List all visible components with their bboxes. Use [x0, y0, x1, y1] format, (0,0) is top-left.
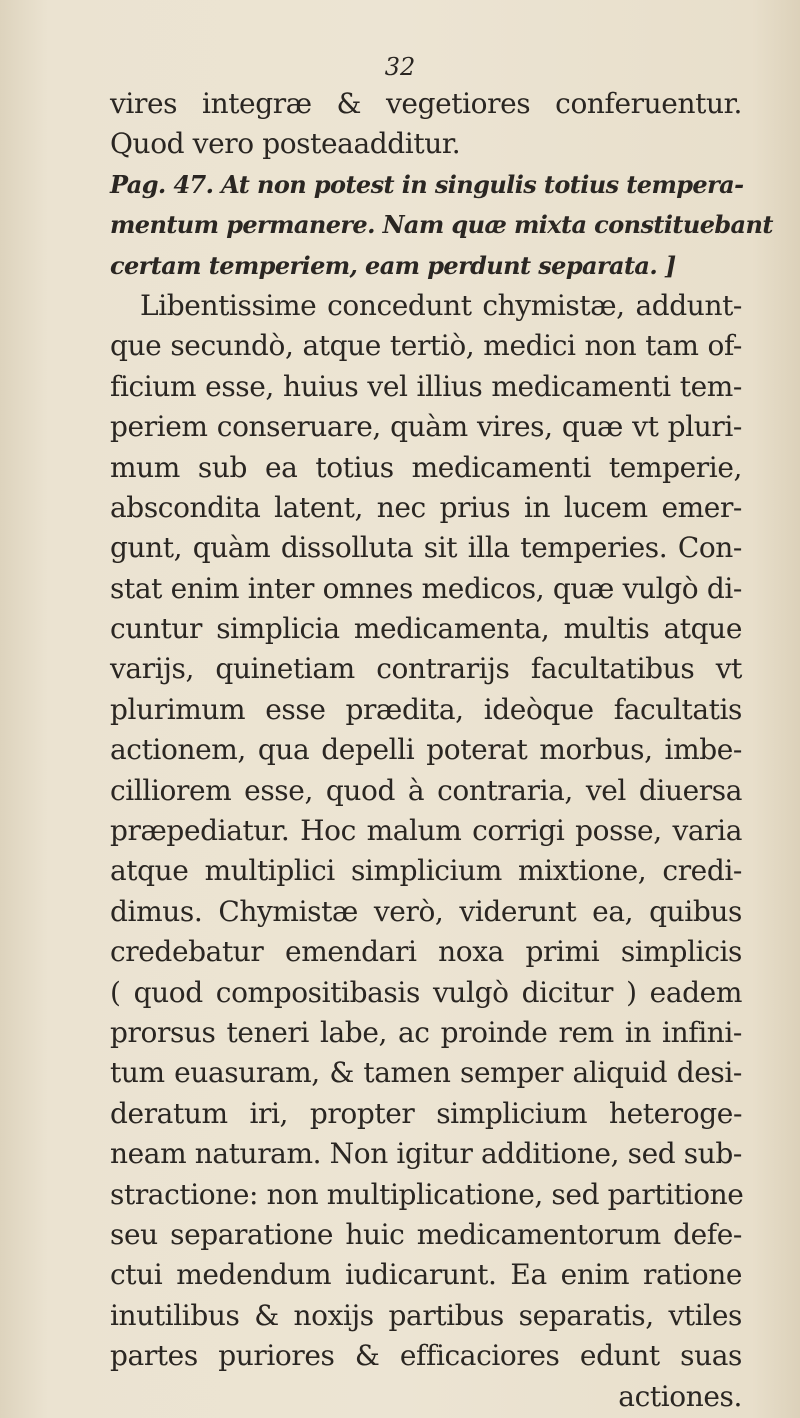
body-text [110, 84, 773, 1417]
text-line: tum euasuram, & tamen semper aliquid desi- [110, 1056, 742, 1090]
text-line: ( quod compositibasis vulgò dicitur ) eadem [110, 975, 742, 1009]
text-line: periem conseruare, quàm vires, quæ vt pluri- [110, 410, 742, 444]
text-line-italic: mentum permanere. Nam quæ mixta constituebant [110, 210, 773, 240]
text-line-italic: certam temperiem, eam perdunt separata. ] [110, 250, 676, 280]
text-line: credebatur emendari noxa primi simplicis [110, 935, 742, 969]
text-line: ctui medendum iudicarunt. Ea enim ratione [110, 1258, 742, 1292]
text-line: varijs, quinetiam contrarijs facultatibus vt [110, 652, 742, 686]
text-line: cilliorem esse, quod à contraria, vel diuersa [110, 773, 742, 807]
text-line: actionem, qua depelli poterat morbus, imbe- [110, 733, 742, 767]
text-line: stractione: non multiplicatione, sed partitione [110, 1177, 744, 1211]
text-line: Quod vero posteaadditur. [110, 127, 461, 161]
text-line: dimus. Chymistæ verò, viderunt ea, quibus [110, 894, 742, 928]
text-line: vires integræ & vegetiores conferuentur. [110, 87, 742, 120]
text-line: cuntur simplicia medicamenta, multis atque [110, 612, 742, 646]
text-line: abscondita latent, nec prius in lucem emer- [110, 490, 742, 524]
text-line: stat enim inter omnes medicos, quæ vulgò di- [110, 571, 742, 605]
text-line-italic: Pag. 47. At non potest in singulis totius tempera- [110, 169, 744, 199]
text-line: prorsus teneri labe, ac proinde rem in infini- [110, 1015, 742, 1049]
text-line: mum sub ea totius medicamenti temperie, [110, 450, 742, 484]
text-line: ficium esse, huius vel illius medicamenti tem- [110, 369, 742, 403]
text-line: que secundò, atque tertiò, medici non tam of- [110, 329, 742, 363]
page-number: 32 [384, 53, 416, 81]
text-line: gunt, quàm dissolluta sit illa temperies. Con- [110, 531, 742, 565]
text-line: deratum iri, propter simplicium heteroge- [110, 1096, 742, 1130]
text-line: præpediatur. Hoc malum corrigi posse, varia [110, 814, 742, 848]
text-line: seu separatione huic medicamentorum defe- [110, 1217, 742, 1251]
text-line: neam naturam. Non igitur additione, sed sub- [110, 1137, 742, 1171]
text-line-last: actiones. [618, 1379, 742, 1413]
text-line: Libentissime concedunt chymistæ, addunt- [140, 288, 742, 322]
text-line: plurimum esse prædita, ideòque facultatis [110, 692, 742, 726]
text-line: inutilibus & noxijs partibus separatis, vtiles [110, 1298, 742, 1332]
text-line: partes puriores & efficaciores edunt suas [110, 1339, 742, 1373]
text-line: atque multiplici simplicium mixtione, credi- [110, 854, 742, 888]
